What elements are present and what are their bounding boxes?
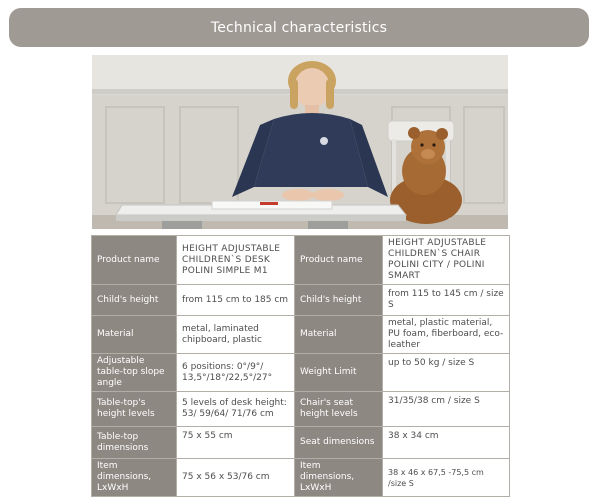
chair-spec-value: from 115 to 145 cm / size S bbox=[383, 285, 510, 316]
chair-spec-value: metal, plastic material, PU foam, fiberboard, eco-leather bbox=[383, 316, 510, 354]
table-row bbox=[92, 285, 510, 316]
chair-spec-value: 31/35/38 cm / size S bbox=[383, 392, 510, 427]
product-photo bbox=[92, 55, 508, 229]
table-row bbox=[92, 392, 510, 427]
table-row bbox=[92, 316, 510, 354]
desk-spec-value: 5 levels of desk height: 53/ 59/64/ 71/76 cm bbox=[177, 392, 295, 427]
desk-spec-value: 75 x 56 x 53/76 cm bbox=[177, 459, 295, 497]
chair-spec-label: Material bbox=[295, 316, 383, 354]
desk-spec-value: 6 positions: 0°/9°/ 13,5°/18°/22,5°/27° bbox=[177, 354, 295, 392]
desk-spec-label: Item dimensions, LxWxH bbox=[92, 459, 177, 497]
desk-spec-value: 75 x 55 cm bbox=[177, 427, 295, 459]
table-row bbox=[92, 459, 510, 497]
desk-spec-label: Child's height bbox=[92, 285, 177, 316]
chair-product-name: HEIGHT ADJUSTABLE CHILDREN`S CHAIR POLINI CITY / POLINI SMART bbox=[383, 236, 510, 285]
chair-spec-label: Item dimensions, LxWxH bbox=[295, 459, 383, 497]
desk-spec-label: Material bbox=[92, 316, 177, 354]
table-row bbox=[92, 236, 510, 285]
desk-spec-label: Table-top's height levels bbox=[92, 392, 177, 427]
desk-spec-value: from 115 cm to 185 cm bbox=[177, 285, 295, 316]
desk-spec-label: Product name bbox=[92, 236, 177, 285]
table-row bbox=[92, 427, 510, 459]
chair-spec-label: Seat dimensions bbox=[295, 427, 383, 459]
section-title-banner bbox=[9, 8, 589, 47]
product-photo-illustration bbox=[92, 55, 508, 229]
chair-spec-label: Chair's seat height levels bbox=[295, 392, 383, 427]
desk-spec-label: Adjustable table-top slope angle bbox=[92, 354, 177, 392]
chair-spec-value: 38 x 46 x 67,5 -75,5 cm /size S bbox=[383, 459, 510, 497]
spec-table bbox=[91, 235, 510, 497]
section-title: Technical characteristics bbox=[210, 19, 388, 36]
desk-spec-value: metal, laminated chipboard, plastic bbox=[177, 316, 295, 354]
desk-spec-label: Table-top dimensions bbox=[92, 427, 177, 459]
desk-product-name: HEIGHT ADJUSTABLE CHILDREN`S DESK POLINI SIMPLE M1 bbox=[177, 236, 295, 285]
table-row bbox=[92, 354, 510, 392]
chair-spec-label: Product name bbox=[295, 236, 383, 285]
chair-spec-value: 38 x 34 cm bbox=[383, 427, 510, 459]
chair-spec-label: Weight Limit bbox=[295, 354, 383, 392]
chair-spec-value: up to 50 kg / size S bbox=[383, 354, 510, 392]
chair-spec-label: Child's height bbox=[295, 285, 383, 316]
